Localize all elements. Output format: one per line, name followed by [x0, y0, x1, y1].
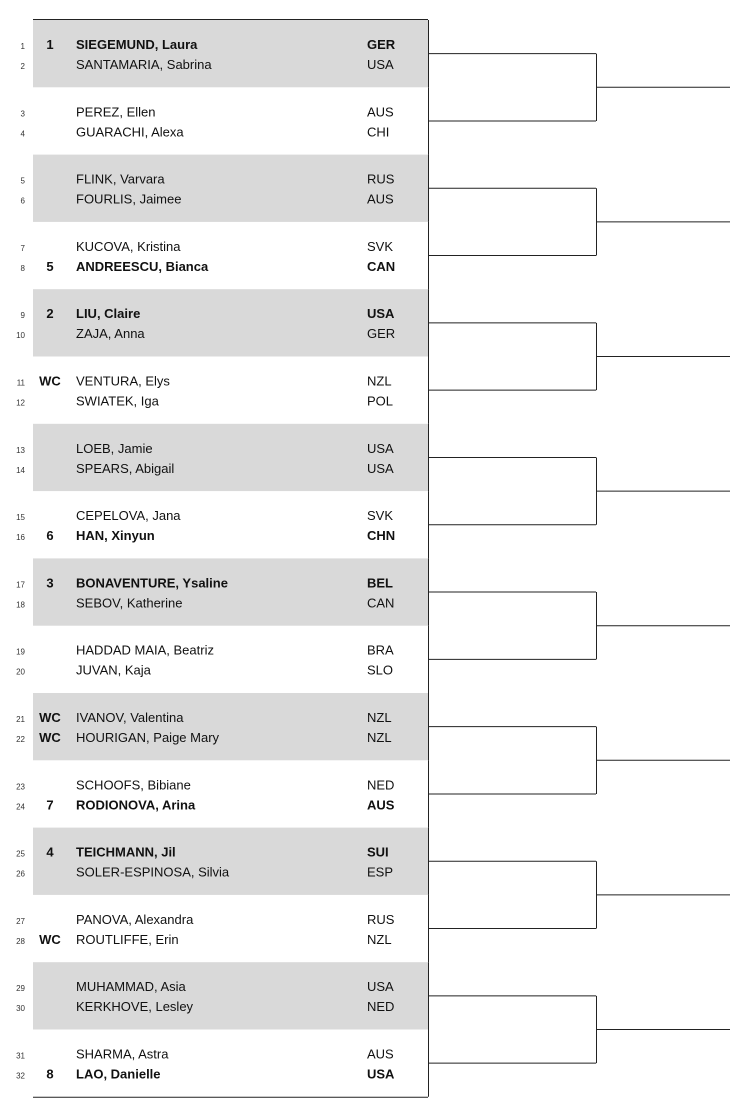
player-nation: NZL [367, 931, 392, 947]
player-nation: RUS [367, 911, 395, 927]
player-name: SHARMA, Astra [76, 1046, 169, 1062]
player-nation: POL [367, 393, 394, 409]
player-name: CEPELOVA, Jana [76, 508, 181, 524]
draw-position: 29 [16, 984, 25, 994]
player-name: GUARACHI, Alexa [76, 124, 184, 140]
draw-position: 25 [16, 849, 25, 859]
player-nation: CAN [367, 258, 396, 274]
player-nation: CHN [367, 528, 396, 544]
player-entry [21, 239, 394, 254]
match-shade [33, 289, 428, 356]
player-entry [16, 663, 393, 678]
player-name: SOLER-ESPINOSA, Silvia [76, 864, 230, 880]
player-name: KERKHOVE, Lesley [76, 999, 194, 1015]
player-nation: AUS [367, 104, 394, 120]
player-nation: GER [367, 37, 396, 52]
player-name: ROUTLIFFE, Erin [76, 931, 179, 947]
player-name: LAO, Danielle [76, 1066, 161, 1082]
player-name: FOURLIS, Jaimee [76, 191, 182, 207]
player-name: SCHOOFS, Bibiane [76, 777, 191, 793]
player-entry [16, 912, 395, 927]
match-shade [33, 828, 428, 895]
player-entry [16, 394, 393, 409]
seed-number: 7 [46, 797, 54, 813]
player-nation: NZL [367, 710, 392, 725]
seed-number: 5 [46, 258, 54, 274]
draw-position: 30 [16, 1004, 25, 1014]
player-nation: NZL [367, 730, 392, 745]
player-name: HAN, Xinyun [76, 528, 155, 544]
player-nation: CHI [367, 124, 390, 140]
player-nation: AUS [367, 797, 395, 813]
player-name: MUHAMMAD, Asia [76, 979, 186, 995]
match-shade [33, 20, 428, 87]
player-nation: AUS [367, 1046, 394, 1062]
draw-position: 1 [20, 42, 25, 51]
player-nation: AUS [367, 191, 394, 207]
player-nation: ESP [367, 864, 394, 880]
player-nation: USA [367, 1066, 395, 1082]
player-name: SWIATEK, Iga [76, 393, 159, 409]
draw-position: 2 [20, 62, 25, 71]
seed-number: 3 [46, 575, 54, 591]
player-name: TEICHMANN, Jil [76, 844, 176, 860]
match-shade [33, 962, 428, 1029]
player-entry [17, 374, 392, 389]
player-entry [16, 508, 393, 523]
draw-position: 15 [16, 513, 25, 523]
player-name: BONAVENTURE, Ysaline [76, 575, 228, 591]
player-entry [16, 1047, 394, 1062]
player-entry [21, 259, 396, 274]
player-entry [21, 124, 390, 139]
draw-position: 16 [16, 533, 25, 543]
player-nation: SUI [367, 844, 389, 860]
seed-number: 4 [46, 844, 54, 860]
player-nation: NED [367, 999, 395, 1015]
draw-position: 11 [16, 378, 25, 388]
wildcard-label: WC [39, 373, 61, 389]
player-nation: RUS [367, 171, 395, 187]
player-nation: CAN [367, 595, 395, 611]
draw-position: 6 [20, 196, 25, 206]
draw-position: 5 [20, 176, 25, 186]
draw-position: 26 [16, 869, 25, 879]
draw-position: 19 [16, 647, 25, 657]
draw-position: 14 [16, 465, 25, 475]
player-name: HADDAD MAIA, Beatriz [76, 642, 214, 658]
draw-position: 32 [16, 1071, 25, 1081]
draw-position: 23 [16, 782, 25, 792]
player-nation: USA [367, 979, 394, 995]
player-name: KUCOVA, Kristina [76, 238, 181, 254]
player-entry [21, 104, 395, 119]
draw-position: 18 [16, 600, 25, 610]
player-nation: SLO [367, 662, 394, 678]
draw-position: 27 [16, 916, 25, 926]
player-nation: USA [367, 306, 395, 322]
player-name: IVANOV, Valentina [76, 710, 184, 725]
player-name: FLINK, Varvara [76, 171, 165, 187]
player-name: ZAJA, Anna [76, 326, 145, 342]
player-nation: BRA [367, 642, 394, 658]
player-entry [16, 777, 394, 792]
draw-position: 4 [20, 129, 25, 139]
player-name: SIEGEMUND, Laura [76, 37, 198, 52]
player-nation: NZL [367, 373, 392, 389]
match-shade [33, 424, 428, 491]
player-nation: BEL [367, 575, 393, 591]
draw-position: 10 [16, 331, 25, 341]
player-name: SPEARS, Abigail [76, 460, 175, 476]
player-name: SEBOV, Katherine [76, 595, 183, 611]
player-name: SANTAMARIA, Sabrina [76, 57, 212, 72]
player-name: LIU, Claire [76, 306, 141, 322]
player-nation: USA [367, 460, 394, 476]
player-entry [16, 797, 395, 812]
draw-position: 24 [16, 802, 25, 812]
draw-position: 12 [16, 398, 25, 408]
player-nation: SVK [367, 508, 394, 524]
seed-number: 2 [46, 306, 54, 322]
draw-position: 28 [16, 936, 25, 946]
seed-number: 8 [46, 1066, 54, 1082]
match-shade [33, 155, 428, 222]
seed-number: 1 [46, 37, 54, 52]
player-name: PEREZ, Ellen [76, 104, 156, 120]
player-nation: USA [367, 57, 394, 72]
draw-position: 8 [20, 263, 25, 273]
player-name: HOURIGAN, Paige Mary [76, 730, 220, 745]
wildcard-label: WC [39, 931, 61, 947]
player-entry [16, 932, 391, 947]
player-nation: USA [367, 440, 394, 456]
draw-position: 20 [16, 667, 25, 677]
draw-position: 3 [20, 109, 25, 119]
draw-position: 31 [16, 1051, 25, 1061]
draw-position: 22 [16, 735, 25, 744]
player-name: LOEB, Jamie [76, 440, 153, 456]
draw-position: 13 [16, 445, 25, 455]
match-shade [33, 558, 428, 625]
player-entry [16, 528, 395, 543]
player-entry [16, 643, 394, 658]
draw-position: 9 [20, 311, 25, 321]
seed-number: 6 [46, 528, 54, 544]
player-name: RODIONOVA, Arina [76, 797, 196, 813]
player-name: PANOVA, Alexandra [76, 911, 194, 927]
player-nation: GER [367, 326, 396, 342]
player-name: VENTURA, Elys [76, 373, 170, 389]
wildcard-label: WC [39, 730, 61, 745]
draw-position: 17 [16, 580, 25, 590]
draw-position: 7 [20, 243, 25, 253]
player-name: ANDREESCU, Bianca [76, 258, 209, 274]
draw-position: 21 [16, 715, 25, 724]
player-entry [16, 1067, 395, 1082]
wildcard-label: WC [39, 710, 61, 725]
player-nation: SVK [367, 238, 394, 254]
match-shade [33, 693, 428, 760]
player-name: JUVAN, Kaja [76, 662, 151, 678]
player-nation: NED [367, 777, 395, 793]
